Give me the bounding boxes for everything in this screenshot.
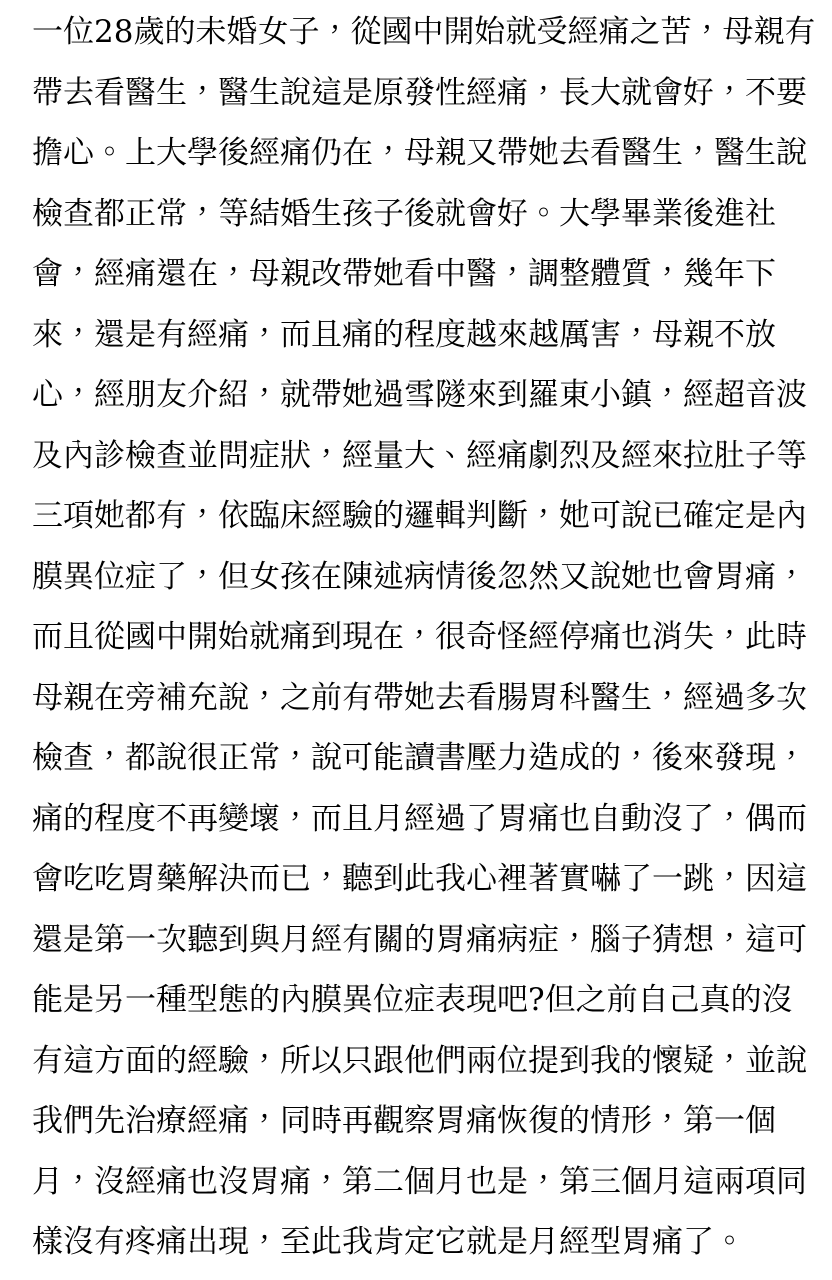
text-line: 膜異位症了，但女孩在陳述病情後忽然又說她也會胃痛，: [32, 558, 807, 595]
text-line: 檢查，都說很正常，說可能讀書壓力造成的，後來發現，: [32, 740, 807, 776]
text-line: 帶去看醫生，醫生說這是原發性經痛，長大就會好，不要: [32, 74, 807, 111]
text-line: 及內診檢查並問症狀，經量大、經痛劇烈及經來拉肚子等: [32, 437, 807, 474]
text-line: 一位28歲的未婚女子，從國中開始就受經痛之苦，母親有: [32, 14, 816, 50]
text-line: 而且從國中開始就痛到現在，很奇怪經停痛也消失，此時: [32, 619, 807, 655]
text-line: 心，經朋友介紹，就帶她過雪隧來到羅東小鎮，經超音波: [32, 377, 807, 413]
text-line: 痛的程度不再變壞，而且月經過了胃痛也自動沒了，偶而: [32, 800, 807, 837]
text-line: 母親在旁補充說，之前有帶她去看腸胃科醫生，經過多次: [32, 679, 807, 716]
text-line: 會，經痛還在，母親改帶她看中醫，調整體質，幾年下: [32, 256, 776, 292]
text-line: 能是另一種型態的內膜異位症表現吧?但之前自己真的沒: [32, 982, 793, 1018]
text-line: 我們先治療經痛，同時再觀察胃痛恢復的情形，第一個: [32, 1103, 776, 1139]
text-line: 三項她都有，依臨床經驗的邏輯判斷，她可說已確定是內: [32, 498, 807, 534]
text-line: 樣沒有疼痛出現，至此我肯定它就是月經型胃痛了。: [32, 1224, 745, 1260]
text-line: 有這方面的經驗，所以只跟他們兩位提到我的懷疑，並說: [32, 1042, 807, 1079]
text-line: 檢查都正常，等結婚生孩子後就會好。大學畢業後進社: [32, 195, 776, 232]
text-line: 來，還是有經痛，而且痛的程度越來越厲害，母親不放: [32, 316, 776, 353]
text-line: 擔心。上大學後經痛仍在，母親又帶她去看醫生，醫生說: [32, 135, 807, 171]
text-line: 還是第一次聽到與月經有關的胃痛病症，腦子猜想，這可: [32, 921, 807, 958]
text-line: 月，沒經痛也沒胃痛，第二個月也是，第三個月這兩項同: [32, 1163, 807, 1200]
text-line: 會吃吃胃藥解決而已，聽到此我心裡著實嚇了一跳，因這: [32, 861, 807, 897]
